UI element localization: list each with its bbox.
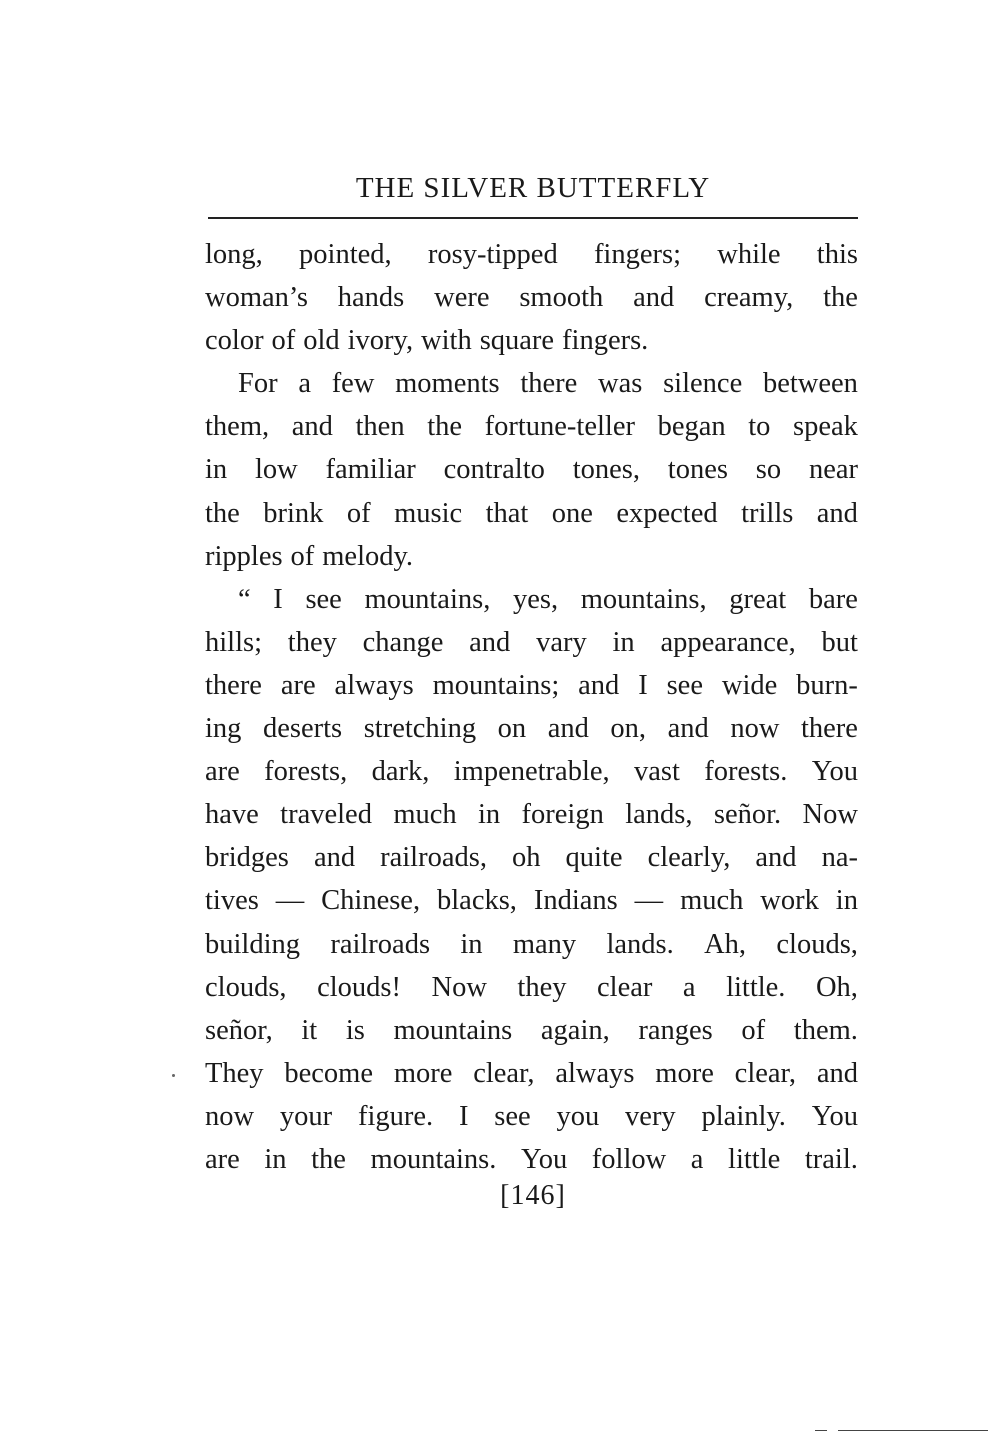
word: much [393,799,457,831]
text-line [205,362,858,405]
word: vary [536,626,587,658]
text-line [205,448,858,491]
word: this [816,239,858,270]
word: lands, [625,799,693,831]
word: you [556,1100,600,1132]
word: great [729,583,787,615]
text-line [205,535,858,578]
word: lands. [606,928,674,960]
word: fingers; [593,239,681,270]
word: mountains; [432,669,560,701]
word: ranges [638,1014,713,1046]
word: near [808,454,858,486]
word: them. [793,1014,858,1046]
word: a [298,368,311,400]
word: woman’s [205,282,308,314]
word: clouds! [317,971,401,1003]
word: oh [512,842,541,874]
margin-speck [172,1074,175,1077]
word: are [205,1143,240,1175]
text-line [205,923,858,966]
word: Oh, [815,971,858,1003]
word: ripples [205,540,283,572]
word: music [394,497,463,529]
word: always [555,1057,635,1089]
text-line [205,1052,858,1095]
word: stretching [363,713,477,745]
word: trills [741,497,794,529]
word: the [823,282,858,314]
word: many [512,928,577,960]
word: quite [565,842,623,874]
word: is [345,1014,365,1046]
word: trail. [804,1143,858,1175]
text-line [205,233,858,276]
word: You [811,1100,858,1132]
word: bare [808,583,858,615]
text-line [205,664,858,707]
word: silence [663,368,743,400]
word: ivory, [347,325,414,357]
word: see [666,669,703,701]
word: one [551,497,593,529]
word: — [634,885,664,917]
word: old [303,325,340,357]
word: clearly, [647,842,731,874]
word: on, [610,713,647,745]
word: now [730,713,780,745]
word: there [800,713,858,745]
word: and [667,713,709,745]
text-line [205,492,858,535]
word: Indians [533,885,618,917]
word: forests, [264,756,348,788]
page-number: [146] [500,1180,566,1211]
word: hands [337,282,405,314]
running-head: THE SILVER BUTTERFLY [355,172,711,204]
word: become [284,1057,373,1089]
word: traveled [280,799,372,831]
word: while [717,239,781,270]
word: and [755,842,797,874]
word: and [313,842,356,874]
word: of [271,325,296,357]
text-line [205,578,858,621]
word: “ [238,583,251,615]
word: are [280,669,316,701]
word: I [458,1100,469,1132]
word: creamy, [704,282,794,314]
word: smooth [519,282,604,314]
word: and [291,411,333,443]
word: I [273,583,283,615]
word: it [301,1014,318,1046]
text-line [205,1138,858,1181]
word: a [690,1143,704,1175]
word: blacks, [437,885,517,917]
word: then [355,411,405,443]
word: They [205,1057,264,1089]
word: contralto [443,454,545,486]
word: to [748,411,771,443]
word: few [331,368,375,400]
word: follow [591,1143,667,1175]
word: but [821,626,858,658]
word: again, [540,1014,610,1046]
word: bridges [205,842,289,874]
word: and [816,497,858,529]
text-line [205,793,858,836]
word: wide [721,669,778,701]
word: and [633,282,675,314]
text-line [205,405,858,448]
text-line [205,319,858,362]
word: square [479,325,555,357]
word: they [517,971,567,1003]
word: Chinese, [321,885,421,917]
word: a [682,971,696,1003]
word: and [578,669,620,701]
word: and [547,713,589,745]
corner-rule [838,1430,988,1431]
word: — [275,885,305,917]
word: fingers. [562,325,649,357]
word: Now [802,799,858,831]
word: railroads [330,928,431,960]
word: fortune-teller [484,411,635,443]
text-line [205,1095,858,1138]
word: deserts [262,713,343,745]
word: yes, [512,583,559,615]
corner-rule-dash [815,1430,827,1431]
word: building [205,928,301,960]
word: pointed, [299,239,392,270]
word: tones [667,454,728,486]
word: clear [597,971,653,1003]
word: vast [634,756,680,788]
word: were [434,282,490,314]
word: forests. [704,756,788,788]
word: they [287,626,337,658]
word: I [638,669,648,701]
word: burn- [796,669,858,701]
word: ing [205,713,242,745]
word: foreign [521,799,604,831]
word: your [279,1100,333,1132]
word: between [762,368,858,400]
word: Now [431,971,487,1003]
word: speak [793,411,858,443]
word: clouds, [205,971,287,1003]
word: You [520,1143,568,1175]
text-line [205,707,858,750]
word: hills; [205,626,263,658]
text-line [205,621,858,664]
text-line [205,836,858,879]
word: dark, [371,756,430,788]
word: impenetrable, [453,756,610,788]
word: clouds, [776,928,858,960]
word: little. [726,971,786,1003]
word: there [520,368,578,400]
word: na- [821,842,858,874]
word: Ah, [704,928,747,960]
word: mountains, [580,583,707,615]
word: señor. [713,799,782,831]
word: tones, [572,454,640,486]
word: expected [616,497,718,529]
word: figure. [357,1100,434,1132]
word: the [427,411,463,443]
word: moments [395,368,500,400]
word: more [655,1057,714,1089]
word: there [205,669,262,701]
word: señor, [205,1014,273,1046]
body-text [205,233,858,1181]
word: in [612,626,635,658]
text-line [205,966,858,1009]
word: long, [205,239,263,270]
word: always [334,669,414,701]
word: in [264,1143,287,1175]
word: in [478,799,501,831]
word: little [728,1143,781,1175]
word: more [393,1057,453,1089]
word: railroads, [380,842,487,874]
word: low [254,454,298,486]
word: on [497,713,527,745]
word: the [311,1143,346,1175]
text-line [205,1009,858,1052]
word: appearance, [660,626,796,658]
word: see [305,583,342,615]
word: mountains. [370,1143,497,1175]
word: familiar [325,454,416,486]
word: plainly. [701,1100,786,1132]
text-line [205,750,858,793]
word: in [205,454,228,486]
word: in [460,928,483,960]
word: the [205,497,240,529]
word: For [238,368,278,400]
word: of [290,540,315,572]
word: melody. [322,540,414,572]
word: change [362,626,444,658]
word: was [598,368,643,400]
word: that [485,497,529,529]
word: and [816,1057,858,1089]
word: are [205,756,240,788]
word: clear, [734,1057,797,1089]
word: have [205,799,259,831]
word: in [835,885,858,917]
word: now [205,1100,255,1132]
word: of [346,497,371,529]
word: clear, [473,1057,535,1089]
word: see [494,1100,531,1132]
text-line [205,276,858,319]
header-rule [208,217,858,219]
word: so [755,454,782,486]
text-line [205,879,858,922]
word: with [421,325,472,357]
word: them, [205,411,270,443]
word: color [205,325,264,357]
word: mountains, [364,583,491,615]
word: You [811,756,858,788]
word: rosy-tipped [427,239,558,270]
word: work [760,885,819,917]
word: began [657,411,726,443]
word: and [469,626,511,658]
word: brink [263,497,324,529]
word: much [680,885,744,917]
word: very [625,1100,676,1132]
word: mountains [393,1014,513,1046]
word: of [741,1014,766,1046]
word: tives [205,885,259,917]
